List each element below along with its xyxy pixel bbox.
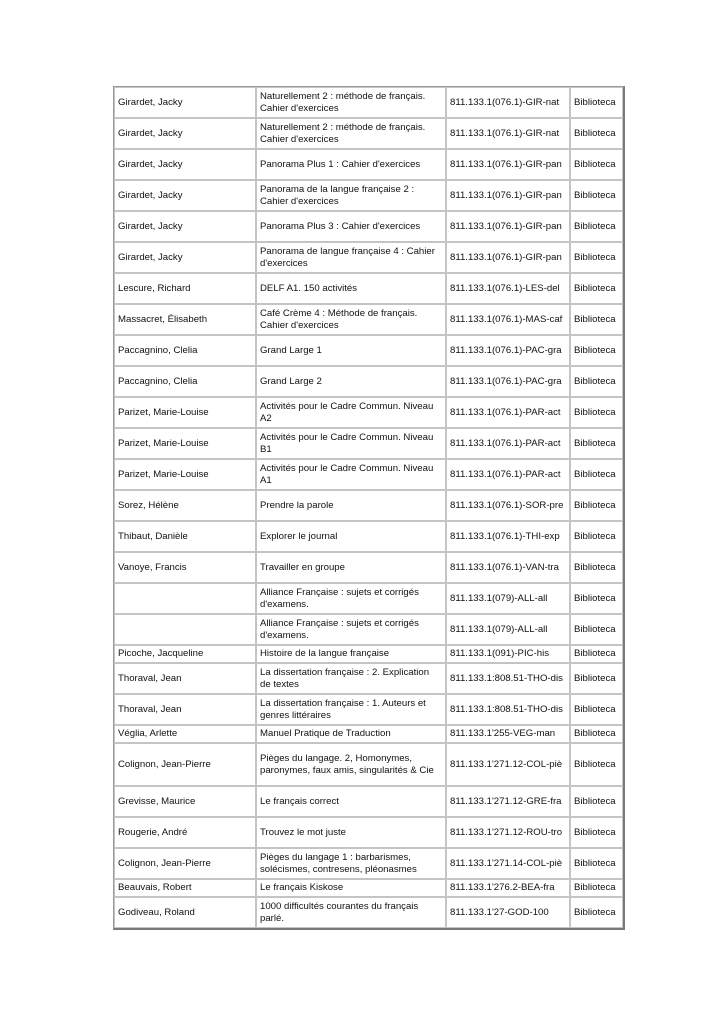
table-row <box>114 743 623 786</box>
call-number-cell: 811.133.1(076.1)-PAC-gra <box>446 335 570 366</box>
author-cell: Girardet, Jacky <box>114 242 256 273</box>
title-cell: Travailler en groupe <box>256 552 446 583</box>
author-cell: Colignon, Jean-Pierre <box>114 848 256 879</box>
location-cell: Biblioteca <box>570 879 623 897</box>
location-cell: Biblioteca <box>570 397 623 428</box>
table-row <box>114 428 623 459</box>
author-cell: Girardet, Jacky <box>114 118 256 149</box>
call-number-cell: 811.133.1(076.1)-GIR-pan <box>446 149 570 180</box>
call-number-cell: 811.133.1'271.12-GRE-fra <box>446 786 570 817</box>
title-cell: Pièges du langage. 2, Homonymes, paronymes, faux amis, singularités & Cie <box>256 743 446 786</box>
author-cell: Beauvais, Robert <box>114 879 256 897</box>
call-number-cell: 811.133.1(076.1)-SOR-pre <box>446 490 570 521</box>
location-cell: Biblioteca <box>570 694 623 725</box>
call-number-cell: 811.133.1(076.1)-GIR-pan <box>446 242 570 273</box>
title-cell: Activités pour le Cadre Commun. Niveau B1 <box>256 428 446 459</box>
location-cell: Biblioteca <box>570 552 623 583</box>
call-number-cell: 811.133.1'276.2-BEA-fra <box>446 879 570 897</box>
title-cell: Manuel Pratique de Traduction <box>256 725 446 743</box>
table-row <box>114 848 623 879</box>
author-cell: Girardet, Jacky <box>114 211 256 242</box>
table-row <box>114 459 623 490</box>
author-cell: Thoraval, Jean <box>114 663 256 694</box>
table-row <box>114 583 623 614</box>
title-cell: Café Crème 4 : Méthode de français. Cahier d'exercices <box>256 304 446 335</box>
title-cell: Prendre la parole <box>256 490 446 521</box>
title-cell: Panorama Plus 3 : Cahier d'exercices <box>256 211 446 242</box>
table-row <box>114 304 623 335</box>
author-cell: Parizet, Marie-Louise <box>114 397 256 428</box>
author-cell: Girardet, Jacky <box>114 149 256 180</box>
location-cell: Biblioteca <box>570 725 623 743</box>
call-number-cell: 811.133.1'271.12-ROU-tro <box>446 817 570 848</box>
author-cell: Paccagnino, Clelia <box>114 335 256 366</box>
table-row <box>114 663 623 694</box>
call-number-cell: 811.133.1(076.1)-PAR-act <box>446 428 570 459</box>
table-row <box>114 817 623 848</box>
title-cell: DELF A1. 150 activités <box>256 273 446 304</box>
table-row <box>114 242 623 273</box>
location-cell: Biblioteca <box>570 521 623 552</box>
title-cell: La dissertation française : 2. Explication de textes <box>256 663 446 694</box>
title-cell: 1000 difficultés courantes du français parlé. <box>256 897 446 928</box>
location-cell: Biblioteca <box>570 897 623 928</box>
author-cell: Massacret, Élisabeth <box>114 304 256 335</box>
call-number-cell: 811.133.1(091)-PIC-his <box>446 645 570 663</box>
title-cell: Pièges du langage 1 : barbarismes, solécismes, contresens, pléonasmes <box>256 848 446 879</box>
title-cell: Le français Kiskose <box>256 879 446 897</box>
author-cell: Girardet, Jacky <box>114 87 256 118</box>
title-cell: Panorama Plus 1 : Cahier d'exercices <box>256 149 446 180</box>
location-cell: Biblioteca <box>570 459 623 490</box>
title-cell: Panorama de la langue française 2 : Cahier d'exercices <box>256 180 446 211</box>
table-row <box>114 180 623 211</box>
call-number-cell: 811.133.1:808.51-THO-dis <box>446 663 570 694</box>
location-cell: Biblioteca <box>570 242 623 273</box>
location-cell: Biblioteca <box>570 118 623 149</box>
author-cell: Thibaut, Danièle <box>114 521 256 552</box>
call-number-cell: 811.133.1(076.1)-GIR-pan <box>446 211 570 242</box>
call-number-cell: 811.133.1(076.1)-GIR-pan <box>446 180 570 211</box>
call-number-cell: 811.133.1(076.1)-PAR-act <box>446 459 570 490</box>
location-cell: Biblioteca <box>570 87 623 118</box>
author-cell: Colignon, Jean-Pierre <box>114 743 256 786</box>
table-row <box>114 397 623 428</box>
title-cell: Trouvez le mot juste <box>256 817 446 848</box>
location-cell: Biblioteca <box>570 848 623 879</box>
title-cell: Grand Large 2 <box>256 366 446 397</box>
call-number-cell: 811.133.1'255-VEG-man <box>446 725 570 743</box>
location-cell: Biblioteca <box>570 663 623 694</box>
location-cell: Biblioteca <box>570 614 623 645</box>
call-number-cell: 811.133.1'271.14-COL-piè <box>446 848 570 879</box>
call-number-cell: 811.133.1(076.1)-LES-del <box>446 273 570 304</box>
location-cell: Biblioteca <box>570 743 623 786</box>
title-cell: Activités pour le Cadre Commun. Niveau A2 <box>256 397 446 428</box>
location-cell: Biblioteca <box>570 149 623 180</box>
table-row <box>114 211 623 242</box>
table-row <box>114 645 623 663</box>
call-number-cell: 811.133.1(076.1)-MAS-caf <box>446 304 570 335</box>
location-cell: Biblioteca <box>570 786 623 817</box>
table-row <box>114 694 623 725</box>
call-number-cell: 811.133.1(076.1)-PAR-act <box>446 397 570 428</box>
author-cell <box>114 583 256 614</box>
table-row <box>114 87 623 118</box>
author-cell: Sorez, Hélène <box>114 490 256 521</box>
title-cell: Alliance Française : sujets et corrigés d'examens. <box>256 614 446 645</box>
location-cell: Biblioteca <box>570 211 623 242</box>
author-cell: Picoche, Jacqueline <box>114 645 256 663</box>
title-cell: Activités pour le Cadre Commun. Niveau A1 <box>256 459 446 490</box>
call-number-cell: 811.133.1'27-GOD-100 <box>446 897 570 928</box>
table-row <box>114 521 623 552</box>
call-number-cell: 811.133.1(076.1)-GIR-nat <box>446 118 570 149</box>
title-cell: Panorama de langue française 4 : Cahier d'exercices <box>256 242 446 273</box>
author-cell: Vanoye, Francis <box>114 552 256 583</box>
title-cell: Naturellement 2 : méthode de français. Cahier d'exercices <box>256 118 446 149</box>
author-cell: Lescure, Richard <box>114 273 256 304</box>
author-cell: Parizet, Marie-Louise <box>114 459 256 490</box>
title-cell: Le français correct <box>256 786 446 817</box>
author-cell: Paccagnino, Clelia <box>114 366 256 397</box>
call-number-cell: 811.133.1:808.51-THO-dis <box>446 694 570 725</box>
call-number-cell: 811.133.1(076.1)-PAC-gra <box>446 366 570 397</box>
table-row <box>114 149 623 180</box>
author-cell: Parizet, Marie-Louise <box>114 428 256 459</box>
location-cell: Biblioteca <box>570 335 623 366</box>
call-number-cell: 811.133.1(079)-ALL-all <box>446 614 570 645</box>
table-row <box>114 725 623 743</box>
title-cell: Naturellement 2 : méthode de français. Cahier d'exercices <box>256 87 446 118</box>
location-cell: Biblioteca <box>570 490 623 521</box>
title-cell: Explorer le journal <box>256 521 446 552</box>
table-row <box>114 118 623 149</box>
table-row <box>114 490 623 521</box>
table-row <box>114 879 623 897</box>
table-row <box>114 614 623 645</box>
table-row <box>114 786 623 817</box>
author-cell: Rougerie, André <box>114 817 256 848</box>
library-catalog-table <box>113 86 625 930</box>
author-cell: Grevisse, Maurice <box>114 786 256 817</box>
location-cell: Biblioteca <box>570 817 623 848</box>
call-number-cell: 811.133.1'271.12-COL-piè <box>446 743 570 786</box>
table-row <box>114 273 623 304</box>
table-row <box>114 366 623 397</box>
call-number-cell: 811.133.1(076.1)-GIR-nat <box>446 87 570 118</box>
title-cell: Histoire de la langue française <box>256 645 446 663</box>
location-cell: Biblioteca <box>570 645 623 663</box>
call-number-cell: 811.133.1(079)-ALL-all <box>446 583 570 614</box>
table-row <box>114 897 623 928</box>
title-cell: La dissertation française : 1. Auteurs et genres littéraires <box>256 694 446 725</box>
location-cell: Biblioteca <box>570 180 623 211</box>
table-row <box>114 552 623 583</box>
table-row <box>114 335 623 366</box>
title-cell: Grand Large 1 <box>256 335 446 366</box>
author-cell: Thoraval, Jean <box>114 694 256 725</box>
location-cell: Biblioteca <box>570 583 623 614</box>
location-cell: Biblioteca <box>570 304 623 335</box>
author-cell: Girardet, Jacky <box>114 180 256 211</box>
author-cell <box>114 614 256 645</box>
call-number-cell: 811.133.1(076.1)-THI-exp <box>446 521 570 552</box>
call-number-cell: 811.133.1(076.1)-VAN-tra <box>446 552 570 583</box>
location-cell: Biblioteca <box>570 428 623 459</box>
author-cell: Godiveau, Roland <box>114 897 256 928</box>
title-cell: Alliance Française : sujets et corrigés d'examens. <box>256 583 446 614</box>
location-cell: Biblioteca <box>570 273 623 304</box>
location-cell: Biblioteca <box>570 366 623 397</box>
author-cell: Véglia, Arlette <box>114 725 256 743</box>
